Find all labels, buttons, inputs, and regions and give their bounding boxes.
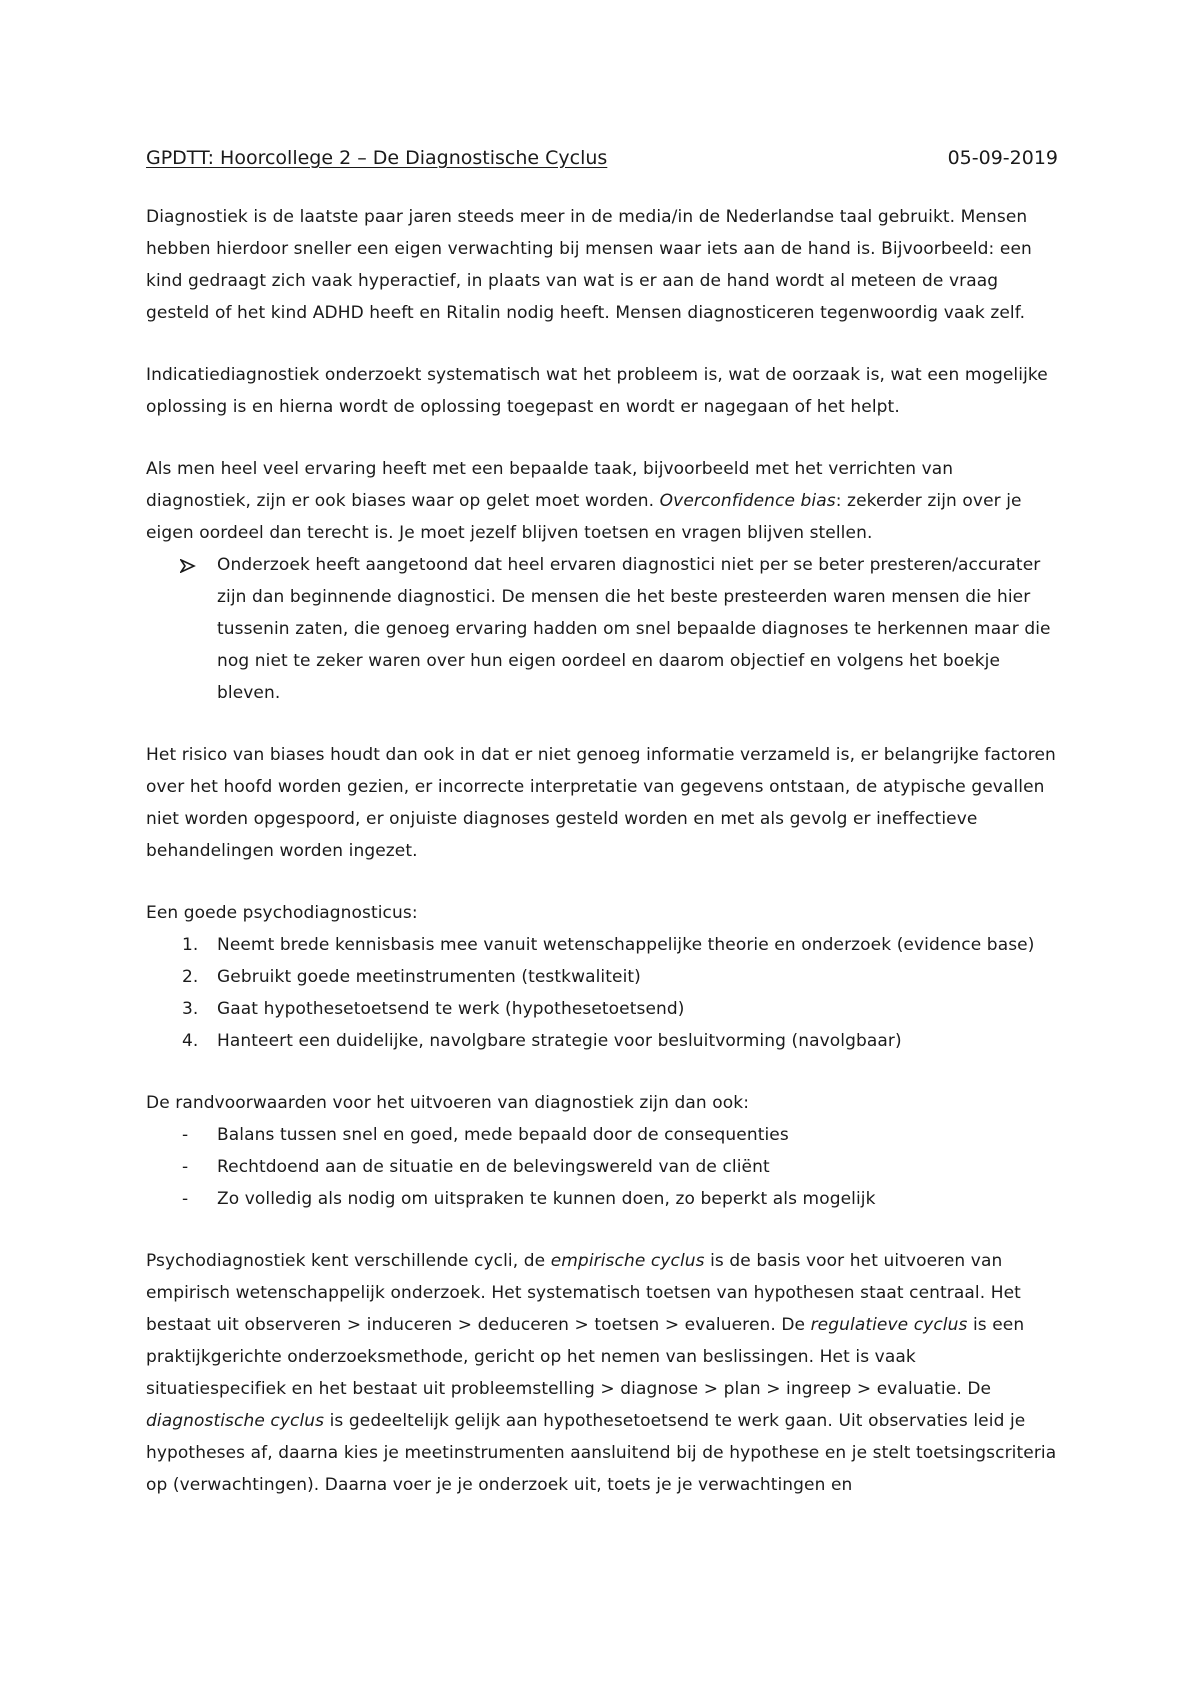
paragraph-intro: Diagnostiek is de laatste paar jaren steeds meer in de media/in de Nederlandse taal gebruikt. Mensen hebben hierdoor sneller een eigen verwachting bij mensen waar iets aan de hand is. Bijvoorbeeld: een kind gedraagt zich vaak hyperactief, in plaats van wat is er aan de hand wordt al meteen de vraag gesteld of het kind ADHD heeft en Ritalin nodig heeft. Mensen diagnosticeren tegenwoordig vaak zelf. — [146, 207, 1032, 323]
paragraph-cycli-text-1: Psychodiagnostiek kent verschillende cycli, de — [146, 1251, 551, 1271]
document-body — [146, 146, 1058, 1501]
list-item-text: Balans tussen snel en goed, mede bepaald door de consequenties — [217, 1125, 789, 1145]
list-item — [146, 549, 1058, 709]
paragraph-cycli — [146, 1245, 1058, 1501]
list-item — [146, 961, 1058, 993]
dash-list — [146, 1119, 1058, 1215]
overconfidence-bias-term: Overconfidence bias — [659, 491, 836, 511]
list-item — [146, 1025, 1058, 1057]
numbered-list — [146, 929, 1058, 1057]
list-marker: 2. — [182, 967, 199, 987]
list-item-text: Gebruikt goede meetinstrumenten (testkwaliteit) — [217, 967, 641, 987]
paragraph-cycli-text-4: is gedeeltelijk gelijk aan hypothesetoetsend te werk gaan. Uit observaties leid je hypotheses af, daarna kies je meetinstrumenten aansluitend bij de hypothese en je stelt toetsingscriteria op (verwachtingen). Daarna voer je je onderzoek uit, toets je je verwachtingen en — [146, 1411, 1057, 1495]
document-header — [146, 146, 1058, 170]
paragraph-indicatiediagnostiek: Indicatiediagnostiek onderzoekt systematisch wat het probleem is, wat de oorzaak is, wat een mogelijke oplossing is en hierna wordt de oplossing toegepast en wordt er nagegaan of het helpt. — [146, 365, 1048, 417]
list-item-text: Zo volledig als nodig om uitspraken te kunnen doen, zo beperkt als mogelijk — [217, 1189, 876, 1209]
regulatieve-cyclus-term: regulatieve cyclus — [810, 1315, 968, 1335]
document-date: 05-09-2019 — [947, 147, 1058, 169]
arrow-list-text: Onderzoek heeft aangetoond dat heel ervaren diagnostici niet per se beter presteren/accurater zijn dan beginnende diagnostici. De mensen die het beste presteerden waren mensen die hier tussenin zaten, die genoeg ervaring hadden om snel bepaalde diagnoses te herkennen maar die nog niet te zeker waren over hun eigen oordeel en daarom objectief en volgens het boekje bleven. — [217, 555, 1051, 703]
paragraph-goede-psychodiagnosticus: Een goede psychodiagnosticus: — [146, 903, 418, 923]
list-marker: - — [182, 1157, 189, 1177]
list-item-text: Rechtdoend aan de situatie en de belevingswereld van de cliënt — [217, 1157, 770, 1177]
arrow-list — [146, 549, 1058, 709]
list-item — [146, 1183, 1058, 1215]
list-item — [146, 1151, 1058, 1183]
list-marker: 1. — [182, 935, 199, 955]
paragraph-risico: Het risico van biases houdt dan ook in dat er niet genoeg informatie verzameld is, er belangrijke factoren over het hoofd worden gezien, er incorrecte interpretatie van gegevens ontstaan, de atypische gevallen niet worden opgespoord, er onjuiste diagnoses gesteld worden en met als gevolg er ineffectieve behandelingen worden ingezet. — [146, 745, 1056, 861]
paragraph-biases-text-1: Als men heel veel ervaring heeft met een bepaalde taak, bijvoorbeeld met het verrichten van diagnostiek, zijn er ook biases waar op gelet moet worden. — [146, 459, 954, 511]
list-item — [146, 1119, 1058, 1151]
paragraph-randvoorwaarden: De randvoorwaarden voor het uitvoeren van diagnostiek zijn dan ook: — [146, 1093, 750, 1113]
list-marker: - — [182, 1189, 189, 1209]
list-marker: 4. — [182, 1031, 199, 1051]
list-item-text: Hanteert een duidelijke, navolgbare strategie voor besluitvorming (navolgbaar) — [217, 1031, 902, 1051]
paragraph-cycli-text-3: is een praktijkgerichte onderzoeksmethode, gericht op het nemen van beslissingen. Het is vaak situatiespecifiek en het bestaat uit probleemstelling > diagnose > plan > ingreep > evaluatie. De — [146, 1315, 1025, 1399]
paragraph-biases-text-2: : zekerder zijn over je eigen oordeel dan terecht is. Je moet jezelf blijven toetsen en vragen blijven stellen. — [146, 491, 1022, 543]
list-marker: 3. — [182, 999, 199, 1019]
empirische-cyclus-term: empirische cyclus — [550, 1251, 705, 1271]
list-item — [146, 993, 1058, 1025]
diagnostische-cyclus-term: diagnostische cyclus — [146, 1411, 325, 1431]
document-title: GPDTT: Hoorcollege 2 – De Diagnostische Cyclus — [146, 147, 608, 169]
list-item-text: Neemt brede kennisbasis mee vanuit wetenschappelijke theorie en onderzoek (evidence base) — [217, 935, 1035, 955]
paragraph-biases — [146, 453, 1058, 549]
paragraph-cycli-text-2: is de basis voor het uitvoeren van empirisch wetenschappelijk onderzoek. Het systematisch toetsen van hypothesen staat centraal. Het bestaat uit observeren > induceren > deduceren > toetsen > evalueren. De — [146, 1251, 1021, 1335]
list-item-text: Gaat hypothesetoetsend te werk (hypothesetoetsend) — [217, 999, 685, 1019]
list-marker: - — [182, 1125, 189, 1145]
list-item — [146, 929, 1058, 961]
